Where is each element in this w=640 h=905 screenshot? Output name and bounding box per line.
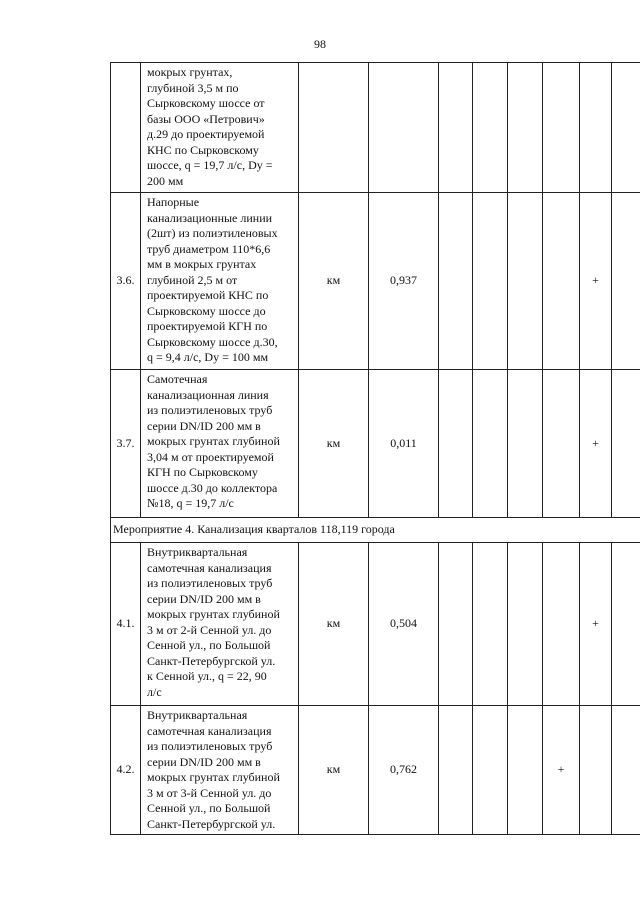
unit-cell <box>299 63 369 193</box>
description-line: мокрых грунтах глубиной <box>147 434 280 448</box>
page-number: 98 <box>314 37 326 51</box>
year-mark <box>439 543 473 706</box>
year-mark <box>473 706 508 835</box>
description-line: л/с <box>147 684 162 699</box>
year-mark: + <box>580 370 612 518</box>
description-line: Сырковскому шоссе до <box>147 303 266 318</box>
year-mark <box>543 370 580 518</box>
year-mark <box>543 543 580 706</box>
works-table <box>110 62 640 835</box>
work-description <box>141 193 299 370</box>
description-line: Внутриквартальная <box>147 545 248 559</box>
year-mark <box>580 63 612 193</box>
year-mark <box>508 370 543 518</box>
description-line: из полиэтиленовых труб <box>147 576 273 590</box>
row-number <box>111 63 141 193</box>
year-mark <box>612 543 640 706</box>
year-mark <box>612 193 640 370</box>
work-description <box>141 63 299 193</box>
description-line: из полиэтиленовых труб <box>147 403 273 417</box>
description-line: из полиэтиленовых труб <box>147 739 273 753</box>
year-mark: + <box>543 706 580 835</box>
year-mark <box>580 706 612 835</box>
description-line: 3 м от 3-й Сенной ул. до <box>147 785 272 800</box>
work-description <box>141 706 299 835</box>
description-line: мм в мокрых грунтах <box>147 257 257 271</box>
description-line: Внутриквартальная <box>147 708 248 722</box>
year-mark: + <box>580 193 612 370</box>
description-line: 3 м от 2-й Сенной ул. до <box>147 622 272 637</box>
year-mark <box>473 543 508 706</box>
description-line: глубиной 3,5 м по <box>147 80 239 95</box>
description-line: д.29 до проектируемой <box>147 127 265 141</box>
year-mark <box>473 370 508 518</box>
description-line: Самотечная <box>147 372 208 386</box>
row-number: 4.1. <box>111 543 141 706</box>
year-mark: + <box>580 543 612 706</box>
description-line: канализационные линии <box>147 210 273 225</box>
description-line: шоссе д.30 до коллектора <box>147 480 278 495</box>
description-line: Сырковскому шоссе д.30, <box>147 334 278 349</box>
section-title: Мероприятие 4. Канализация кварталов 118,119 города <box>111 518 640 543</box>
year-mark <box>543 193 580 370</box>
description-line: самотечная канализация <box>147 723 272 738</box>
description-line: серии DN/ID 200 мм в <box>147 418 261 433</box>
year-mark <box>508 706 543 835</box>
quantity-cell: 0,011 <box>369 370 439 518</box>
table-row <box>111 543 640 706</box>
description-line: 3,04 м от проектируемой <box>147 449 274 464</box>
table-row <box>111 63 640 193</box>
description-line: базы ООО «Петрович» <box>147 111 265 126</box>
description-line: канализационная линия <box>147 387 269 402</box>
section-row <box>111 518 640 543</box>
row-number: 3.6. <box>111 193 141 370</box>
unit-cell: км <box>299 706 369 835</box>
year-mark <box>508 63 543 193</box>
description-line: Санкт-Петербургской ул. <box>147 653 276 668</box>
description-line: труб диаметром 110*6,6 <box>147 241 271 256</box>
unit-cell: км <box>299 543 369 706</box>
year-mark <box>439 370 473 518</box>
description-line: 200 мм <box>147 173 184 188</box>
description-line: №18, q = 19,7 л/с <box>147 496 234 510</box>
description-line: серии DN/ID 200 мм в <box>147 754 261 769</box>
description-line: Сырковскому шоссе от <box>147 96 265 110</box>
year-mark <box>439 706 473 835</box>
description-line: Сенной ул., по Большой <box>147 638 271 652</box>
table-row <box>111 370 640 518</box>
description-line: мокрых грунтах глубиной <box>147 770 280 784</box>
year-mark <box>612 370 640 518</box>
quantity-cell: 0,937 <box>369 193 439 370</box>
description-line: серии DN/ID 200 мм в <box>147 591 261 606</box>
year-mark <box>543 63 580 193</box>
description-line: самотечная канализация <box>147 560 272 575</box>
year-mark <box>473 63 508 193</box>
year-mark <box>439 193 473 370</box>
row-number: 3.7. <box>111 370 141 518</box>
year-mark <box>612 63 640 193</box>
description-line: Напорные <box>147 195 200 209</box>
quantity-cell: 0,504 <box>369 543 439 706</box>
year-mark <box>508 193 543 370</box>
unit-cell: км <box>299 370 369 518</box>
year-mark <box>508 543 543 706</box>
work-description <box>141 370 299 518</box>
description-line: проектируемой КНС по <box>147 288 269 302</box>
table-row <box>111 193 640 370</box>
work-description <box>141 543 299 706</box>
description-line: мокрых грунтах глубиной <box>147 607 280 621</box>
description-line: глубиной 2,5 м от <box>147 272 238 287</box>
description-line: Санкт-Петербургской ул. <box>147 816 276 831</box>
description-line: шоссе, q = 19,7 л/с, Dy = <box>147 158 273 172</box>
year-mark <box>473 193 508 370</box>
year-mark <box>612 706 640 835</box>
quantity-cell: 0,762 <box>369 706 439 835</box>
description-line: проектируемой КГН по <box>147 319 268 333</box>
year-mark <box>439 63 473 193</box>
description-line: КГН по Сырковскому <box>147 465 258 479</box>
description-line: мокрых грунтах, <box>147 65 233 79</box>
description-line: КНС по Сырковскому <box>147 142 259 157</box>
description-line: q = 9,4 л/с, Dy = 100 мм <box>147 350 269 364</box>
unit-cell: км <box>299 193 369 370</box>
row-number: 4.2. <box>111 706 141 835</box>
description-line: (2шт) из полиэтиленовых <box>147 226 278 240</box>
quantity-cell <box>369 63 439 193</box>
description-line: к Сенной ул., q = 22, 90 <box>147 669 267 683</box>
table-row <box>111 706 640 835</box>
description-line: Сенной ул., по Большой <box>147 801 271 815</box>
